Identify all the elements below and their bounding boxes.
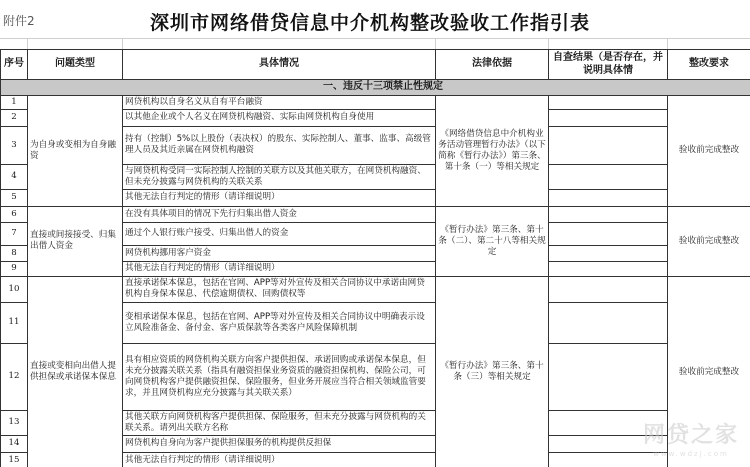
row-seq: 11 [1, 302, 28, 343]
row-seq: 5 [1, 189, 28, 206]
self-check-cell[interactable] [549, 245, 668, 261]
row-seq: 1 [1, 95, 28, 109]
row-seq: 8 [1, 245, 28, 261]
issue-type-cell: 为自身或变相为自身融资 [28, 95, 123, 206]
self-check-cell[interactable] [549, 261, 668, 276]
document-title: 深圳市网络借贷信息中介机构整改验收工作指引表 [150, 12, 591, 34]
watermark-logo-text: 网贷之家 [642, 423, 739, 448]
detail-cell: 具有相应资质的网贷机构关联方向客户提供担保、承诺回购或承诺保本保息，但未充分披露关联关系（指具有融资担保业务资质的融资担保机构、保险公司，可向网贷机构客户提供融资担保、保险服务，但业务开展应当符合相关领域监管要求，并且网贷机构应充分披露与其关联关系） [123, 343, 436, 410]
col-header-self-check: 自查结果（是否存在，并说明具体情 [549, 50, 668, 80]
self-check-cell[interactable] [549, 164, 668, 189]
self-check-cell[interactable] [549, 95, 668, 109]
detail-cell: 其他无法自行判定的情形（请详细说明） [123, 261, 436, 276]
legal-basis-cell: 《暂行办法》第三条、第十条（三）等相关规定 [436, 276, 549, 467]
table-row [1, 276, 750, 302]
col-header-seq: 序号 [1, 50, 28, 80]
watermark-url: www.wdzj.com [653, 450, 729, 458]
row-seq: 10 [1, 276, 28, 302]
requirement-cell: 验收前完成整改 [668, 95, 750, 206]
rectification-guide-table [0, 49, 750, 467]
row-seq: 12 [1, 343, 28, 410]
self-check-cell[interactable] [549, 109, 668, 126]
col-header-issue-type: 问题类型 [28, 50, 123, 80]
detail-cell: 与网贷机构受同一实际控制人控制的关联方以及其他关联方，在网贷机构融资、但未充分披露与网贷机构的关联关系 [123, 164, 436, 189]
legal-basis-cell: 《网络借贷信息中介机构业务活动管理暂行办法》（以下简称《暂行办法》）第三条、第十条（一）等相关规定 [436, 95, 549, 206]
detail-cell: 持有（控制）5%以上股份（表决权）的股东、实际控制人、董事、监事、高级管理人员及其近亲属在网贷机构融资 [123, 126, 436, 164]
detail-cell: 网贷机构自身向为客户提供担保服务的机构提供反担保 [123, 435, 436, 452]
row-seq: 3 [1, 126, 28, 164]
section-title: 一、违反十三项禁止性规定 [1, 80, 750, 96]
self-check-cell[interactable] [549, 343, 668, 410]
self-check-cell[interactable] [549, 189, 668, 206]
attachment-label: 附件2 [3, 14, 35, 28]
detail-cell: 网贷机构以自身名义从自有平台融资 [123, 95, 436, 109]
detail-cell: 网贷机构挪用客户资金 [123, 245, 436, 261]
blank-spacer-row [0, 38, 750, 49]
row-seq: 9 [1, 261, 28, 276]
requirement-cell: 验收前完成整改 [668, 206, 750, 276]
table-row [1, 206, 750, 222]
row-seq: 4 [1, 164, 28, 189]
row-seq: 15 [1, 452, 28, 467]
detail-cell: 其他关联方向网贷机构客户提供担保、保险服务，但未充分披露与网贷机构的关联关系。请列出关联方名称 [123, 410, 436, 435]
self-check-cell[interactable] [549, 222, 668, 245]
detail-cell: 通过个人银行账户接受、归集出借人的资金 [123, 222, 436, 245]
legal-basis-cell: 《暂行办法》第三条、第十条（二）、第二十八等相关规定 [436, 206, 549, 276]
row-seq: 2 [1, 109, 28, 126]
requirement-cell: 验收前完成整改 [668, 276, 750, 467]
self-check-cell[interactable] [549, 410, 668, 435]
row-seq: 13 [1, 410, 28, 435]
issue-type-cell: 直接或间接接受、归集出借人资金 [28, 206, 123, 276]
self-check-cell[interactable] [549, 276, 668, 302]
header-row [1, 50, 750, 80]
self-check-cell[interactable] [549, 126, 668, 164]
title-bar [0, 0, 750, 38]
row-seq: 7 [1, 222, 28, 245]
self-check-cell[interactable] [549, 302, 668, 343]
detail-cell: 变相承诺保本保息，包括在官网、APP等对外宣传及相关合同协议中明确表示设立风险准备金、备付金、客户质保款等各类客户风险保障机制 [123, 302, 436, 343]
row-seq: 6 [1, 206, 28, 222]
col-header-legal-basis: 法律依据 [436, 50, 549, 80]
issue-type-cell: 直接或变相向出借人提供担保或承诺保本保息 [28, 276, 123, 467]
row-seq: 14 [1, 435, 28, 452]
table-row [1, 95, 750, 109]
section-row [1, 80, 750, 96]
detail-cell: 直接承诺保本保息，包括在官网、APP等对外宣传及相关合同协议中承诺由网贷机构自身保本保息、代偿逾期债权、回购债权等 [123, 276, 436, 302]
detail-cell: 其他无法自行判定的情形（请详细说明） [123, 189, 436, 206]
detail-cell: 其他无法自行判定的情形（请详细说明） [123, 452, 436, 467]
detail-cell: 以其他企业或个人名义在网贷机构融资、实际由网贷机构自身使用 [123, 109, 436, 126]
detail-cell: 在没有具体项目的情况下先行归集出借人资金 [123, 206, 436, 222]
self-check-cell[interactable] [549, 452, 668, 467]
self-check-cell[interactable] [549, 206, 668, 222]
col-header-details: 具体情况 [123, 50, 436, 80]
self-check-cell[interactable] [549, 435, 668, 452]
col-header-requirement: 整改要求 [668, 50, 750, 80]
